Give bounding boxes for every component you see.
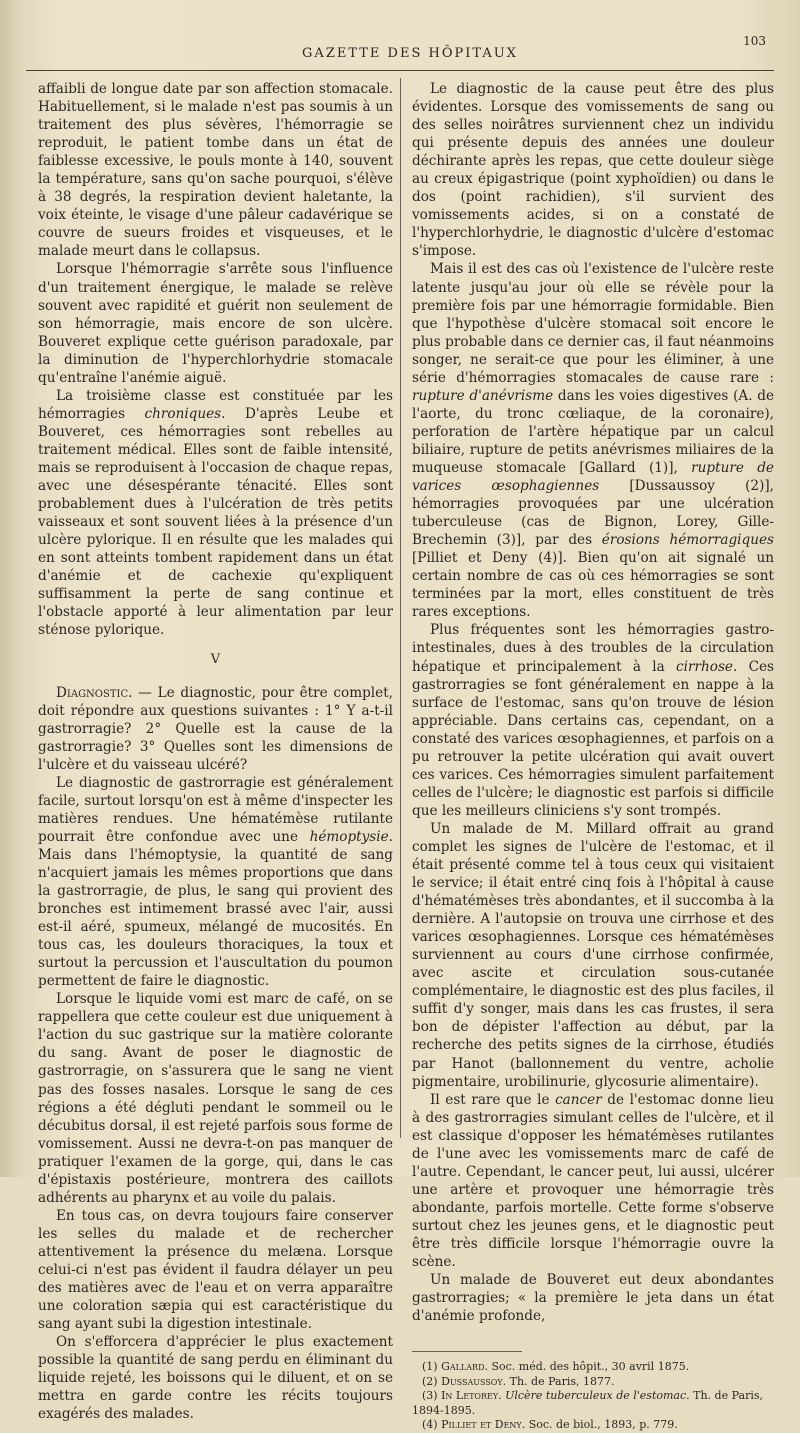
paragraph: Lorsque le liquide vomi est marc de café, on se rappellera que cette couleur est due uniquement à l'action du suc gastrique sur la matière colorante du sang. Avant de poser le diagnostic de gastrorragie, on s'assurera que le sang ne vient pas des fosses nasales. Lorsque le sang de ces régions a été dégluti pendant le sommeil ou le décubitus dorsal, il est rejeté parfois sous forme de vomissement. Aussi ne devra-t-on pas manquer de pratiquer l'examen de la gorge, qui, dans le cas d'épistaxis postérieure, montrera des caillots adhérents au pharynx et au voile du palais.	[38, 991, 393, 1206]
section-numeral: V	[210, 652, 221, 668]
footnote-author: (3) In Letorey.	[422, 1389, 502, 1403]
header-rule	[26, 70, 774, 71]
page-header	[40, 34, 780, 64]
left-column	[38, 80, 393, 1423]
italic-term: cirrhose	[676, 658, 733, 675]
footnote-rule	[412, 1351, 522, 1352]
paragraph: En tous cas, on devra toujours faire conserver les selles du malade et de rechercher attentivement la présence du melæna. Lorsque celui-ci n'est pas évident il faudra délayer un peu des matières avec de l'eau et on verra apparaître une coloration sæpia qui est caractéristique du sang ayant subi la digestion intestinale.	[38, 1207, 393, 1333]
footnote-text: Soc. méd. des hôpit., 30 avril 1875.	[487, 1360, 690, 1374]
paragraph: affaibli de longue date par son affection stomacale. Habituellement, si le malade n'est pas soumis à un traitement des plus sévères, l'hémorragie se reproduit, le patient tombe dans un état de faiblesse excessive, le pouls monte à 140, souvent la température, sans qu'on sache pourquoi, s'élève à 38 degrés, la respiration devient haletante, la voix éteinte, le visage d'une pâleur cadavérique se couvre de sueurs froides et visqueuses, et le malade meurt dans le collapsus.	[38, 81, 393, 260]
footnotes	[412, 1360, 774, 1433]
text-run: Il est rare que le	[430, 1091, 556, 1108]
text-run: . Mais dans l'hémoptysie, la quantité de sang n'acquiert jamais les mêmes proportions que dans la gastrorragie, de plus, le sang qui provient des bronches est intimement brassé avec l'air, aussi est-il aéré, spumeux, mélangé de mucosités. En tous cas, les douleurs thoraciques, la toux et surtout la percussion et l'auscultation du poumon permettent de faire le diagnostic.	[38, 828, 393, 990]
right-column	[412, 80, 774, 1433]
paragraph: Le diagnostic de la cause peut être des plus évidentes. Lorsque des vomissements de sang ou des selles noirâtres surviennent chez un individu qui présente depuis des années une douleur déchirante après les repas, que cette douleur siège au creux épigastrique (point xyphoïdien) ou dans le dos (point rachidien), s'il survient des vomissements acides, si on a constaté de l'hyperchlorhydrie, le diagnostic d'ulcère d'estomac s'impose.	[412, 81, 774, 260]
footnote-text: Th. de Paris, 1894-1895.	[412, 1389, 763, 1417]
text-run: . D'après Leube et Bouveret, ces hémorragies sont rebelles au traitement médical. Elles sont de faible intensité, mais se reproduisent à l'occasion de chaque repas, avec une désespérante ténacité. Elles sont probablement dues à l'ulcération de très petits vaisseaux et sont souvent liées à la présence d'un ulcère pylorique. Il en résulte que les malades qui en sont atteints tombent rapidement dans un état d'anémie et de cachexie qu'expliquent suffisamment la perte de sang continue et l'obstacle apporté à leur alimentation par leur sténose pylorique.	[38, 405, 393, 639]
footnote-title: Ulcère tuberculeux de l'estomac.	[501, 1389, 690, 1403]
paragraph	[38, 774, 393, 991]
paragraph: Un malade de Bouveret eut deux abondantes gastrorragies; « la première le jeta dans un état d'anémie profonde,	[412, 1272, 774, 1325]
running-title: GAZETTE DES HÔPITAUX	[302, 46, 518, 61]
text-run: . Ces gastrorragies se font généralement en nappe à la surface de l'estomac, sans qu'on trouve de lésion appréciable. Dans certains cas, cependant, on a constaté des varices œsophagiennes, et parfois on a pu retrouver la petite ulcération qui avait ouvert ces varices. Ces hémorragies simulent parfaitement celles de l'ulcère; le diagnostic est parfois si difficile que les meilleurs cliniciens s'y sont trompés.	[412, 658, 774, 819]
paragraph: Un malade de M. Millard offrait au grand complet les signes de l'ulcère de l'estomac, et il était présenté comme tel à tous ceux qui visitaient le service; il était entré cinq fois à l'hôpital à cause d'hématémèses très abondantes, et il succomba à la dernière. A l'autopsie on trouva une cirrhose et des varices œsophagiennes. Lorsque ces hématémèses surviennent au cours d'une cirrhose confirmée, avec ascite et circulation sous-cutanée complémentaire, le diagnostic est des plus faciles, il suffit d'y songer, mais dans les cas frustes, il sera bon de dépister l'affection au début, par la recherche des petits signes de la cirrhose, étudiés par Hanot (ballonnement du ventre, acholie pigmentaire, urobilinurie, glycosurie alimentaire).	[412, 820, 774, 1090]
footnote-author: (4) Pilliet et Deny.	[422, 1418, 526, 1432]
paragraph	[412, 260, 774, 621]
italic-term: érosions hémorragiques	[601, 532, 774, 549]
section-heading: Diagnostic.	[56, 684, 133, 701]
italic-term: hémoptysie	[309, 828, 389, 845]
text-run: — Le diagnostic, pour être complet, doit répondre aux questions suivantes : 1° Y a-t-il gastrorragie? 2° Quelle est la cause de la gastrorragie? 3° Quelles sont les dimensions de l'ulcère et du vaisseau ulcéré?	[38, 684, 393, 773]
italic-term: chroniques	[144, 405, 222, 422]
paragraph	[38, 684, 393, 774]
text-run: La troisième classe est constituée par les hémorragies	[38, 387, 393, 422]
text-run: Mais il est des cas où l'existence de l'ulcère reste latente jusqu'au jour où elle se révèle pour la première fois par une hémorragie formidable. Bien que l'hypothèse d'ulcère stomacal soit encore le plus probable dans ce dernier cas, il faut néanmoins songer, ne serait-ce que pour les éliminer, à une série d'hémorragies stomacales de cause rare :	[412, 261, 774, 386]
footnote-author: (2) Dussaussoy.	[422, 1374, 507, 1388]
text-run: de l'estomac donne lieu à des gastrorragies simulant celles de l'ulcère, et il est classique d'opposer les hématémèses rutilantes de l'une avec les vomissements marc de café de l'autre. Cependant, le cancer peut, lui aussi, ulcérer une artère et provoquer une hémorragie très abondante, parfois mortelle. Cette forme s'observe surtout chez les jeunes gens, et le diagnostic peut être très difficile lorsque l'hémorragie ouvre la scène.	[412, 1091, 774, 1271]
footnote	[412, 1418, 774, 1433]
footnote-author: (1) Gallard.	[422, 1360, 488, 1374]
text-run: dans les voies digestives (A. de l'aorte, du tronc cœliaque, de la coronaire), perforation de l'artère hépatique par un calcul biliaire, rupture de petits anévrismes miliaires de la muqueuse stomacale [Gallard (1)],	[412, 387, 774, 476]
italic-term: rupture de varices œsophagiennes	[412, 459, 774, 495]
column-divider	[400, 78, 401, 1138]
footnote	[412, 1360, 774, 1375]
text-run: Plus fréquentes sont les hémorragies gastro-intestinales, dues à des troubles de la circulation hépatique et principalement à la	[412, 622, 774, 675]
page-number: 103	[743, 34, 766, 48]
paragraph	[412, 1091, 774, 1271]
text-run: [Pilliet et Deny (4)]. Bien qu'on ait signalé un certain nombre de cas où ces hémorragies se sont terminées par la mort, elles constituent de très rares exceptions.	[412, 550, 774, 621]
paragraph: On s'efforcera d'apprécier le plus exactement possible la quantité de sang perdu en éliminant du liquide rejeté, les boissons qui le diluent, et on se mettra en garde contre les récits toujours exagérés des malades.	[38, 1334, 393, 1423]
italic-term: cancer	[555, 1091, 602, 1108]
text-run: Le diagnostic de gastrorragie est généralement facile, surtout lorsqu'on est à même d'inspecter les matières rendues. Une hématémèse rutilante pourrait être confondue avec une	[38, 774, 393, 845]
footnote	[412, 1375, 774, 1390]
footnote-text: Soc. de biol., 1893, p. 779.	[525, 1418, 678, 1432]
footnote	[412, 1389, 774, 1418]
paragraph	[38, 387, 393, 640]
italic-term: rupture d'anévrisme	[412, 387, 554, 404]
footnote-text: Th. de Paris, 1877.	[506, 1374, 615, 1388]
paragraph: Lorsque l'hémorragie s'arrête sous l'influence d'un traitement énergique, le malade se relève souvent avec rapidité et guérit non seulement de son hémorragie, mais encore de son ulcère. Bouveret explique cette guérison paradoxale, par la diminution de l'hyperchlorhydrie stomacale qu'entraîne l'anémie aiguë.	[38, 261, 393, 386]
text-run: [Dussaussoy (2)], hémorragies provoquées par une ulcération tuberculeuse (cas de Bignon, Lorey, Gille-Brechemin (3)], par des	[412, 478, 775, 549]
paragraph	[412, 621, 774, 820]
